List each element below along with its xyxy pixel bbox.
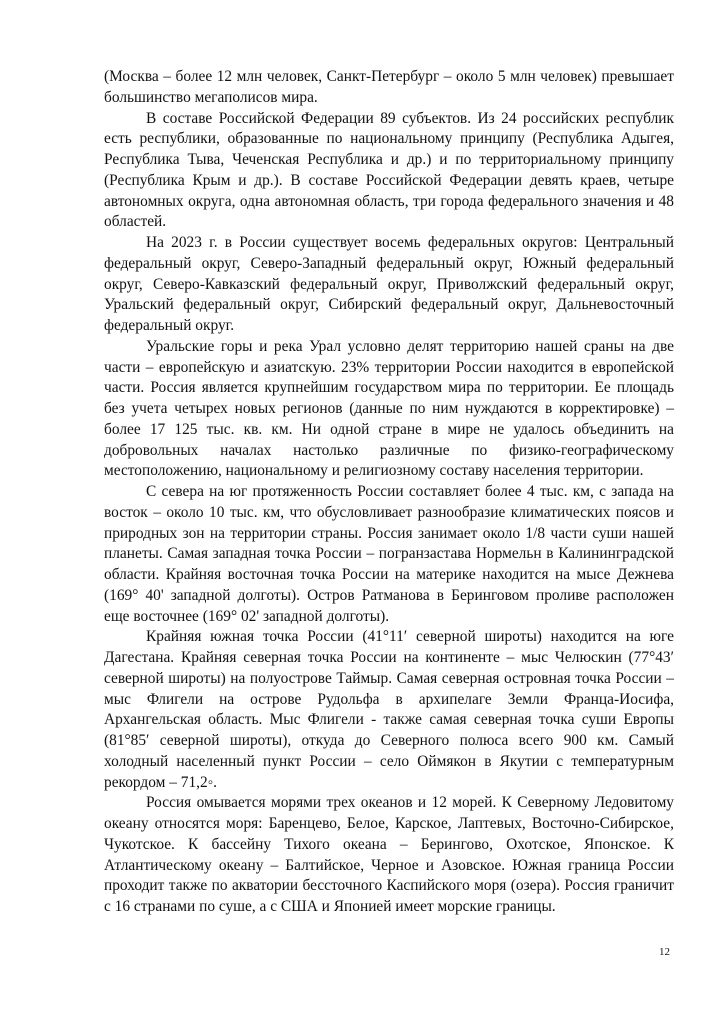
paragraph-5: С севера на юг протяженность России составляет более 4 тыс. км, с запада на восток – около 10 тыс. км, что обусловливает разнообразие климатических поясов и природных зон на территории страны. Россия занимает около 1/8 части суши нашей планеты. Самая западная точка России – погранзастава Нормельн в Калининградской области. Крайняя восточная точка России на материке находится на мысе Дежнева (169° 40' западной долготы). Остров Ратманова в Беринговом проливе расположен еще восточнее (169° 02' западной долготы).	[104, 483, 674, 625]
paragraph-3: На 2023 г. в России существует восемь федеральных округов: Центральный федеральный округ, Северо-Западный федеральный округ, Южный федеральный округ, Северо-Кавказский федеральный округ, Приволжский федеральный округ, Уральский федеральный округ, Сибирский федеральный округ, Дальневосточный федеральный округ.	[104, 234, 674, 334]
paragraph-1: (Москва – более 12 млн человек, Санкт-Петербург – около 5 млн человек) превышает большинство мегаполисов мира.	[104, 68, 674, 106]
paragraph-6: Крайняя южная точка России (41°11′ северной широты) находится на юге Дагестана. Крайняя северная точка России на континенте – мыс Челюскин (77°43′ северной широты) на полуострове Таймыр. Самая северная островная точка России – мыс Флигели на острове Рудольфа в архипелаге Земли Франца-Иосифа, Архангельская область. Мыс Флигели - также самая северная точка суши Европы (81°85′ северной широты), откуда до Северного полюса всего 900 км. Самый холодный населенный пункт России – село Оймякон в Якутии с температурным рекордом – 71,2◦.	[104, 628, 674, 791]
paragraph-7: Россия омывается морями трех океанов и 12 морей. К Северному Ледовитому океану относятся моря: Баренцево, Белое, Карское, Лаптевых, Восточно-Сибирское, Чукотское. К бассейну Тихого океана – Берингово, Охотское, Японское. К Атлантическому океану – Балтийское, Черное и Азовское. Южная граница России проходит также по акватории бессточного Каспийского моря (озера). Россия граничит с 16 странами по суше, а с США и Японией имеет морские границы.	[104, 794, 674, 915]
page-body	[104, 67, 674, 918]
paragraph-2: В составе Российской Федерации 89 субъектов. Из 24 российских республик есть республики, образованные по национальному принципу (Республика Адыгея, Республика Тыва, Чеченская Республика и др.) и по территориальному принципу (Республика Крым и др.). В составе Российской Федерации девять краев, четыре автономных округа, одна автономная область, три города федерального значения и 48 областей.	[104, 109, 674, 231]
paragraph-4: Уральские горы и река Урал условно делят территорию нашей сраны на две части – европейскую и азиатскую. 23% территории России находится в европейской части. Россия является крупнейшим государством мира по территории. Ее площадь без учета четырех новых регионов (данные по ним нуждаются в корректировке) – более 17 125 тыс. кв. км. Ни одной стране в мире не удалось объединить на добровольных началах настолько различные по физико-географическому местоположению, национальному и религиозному составу населения территории.	[104, 337, 674, 480]
page-number: 12	[659, 946, 670, 958]
